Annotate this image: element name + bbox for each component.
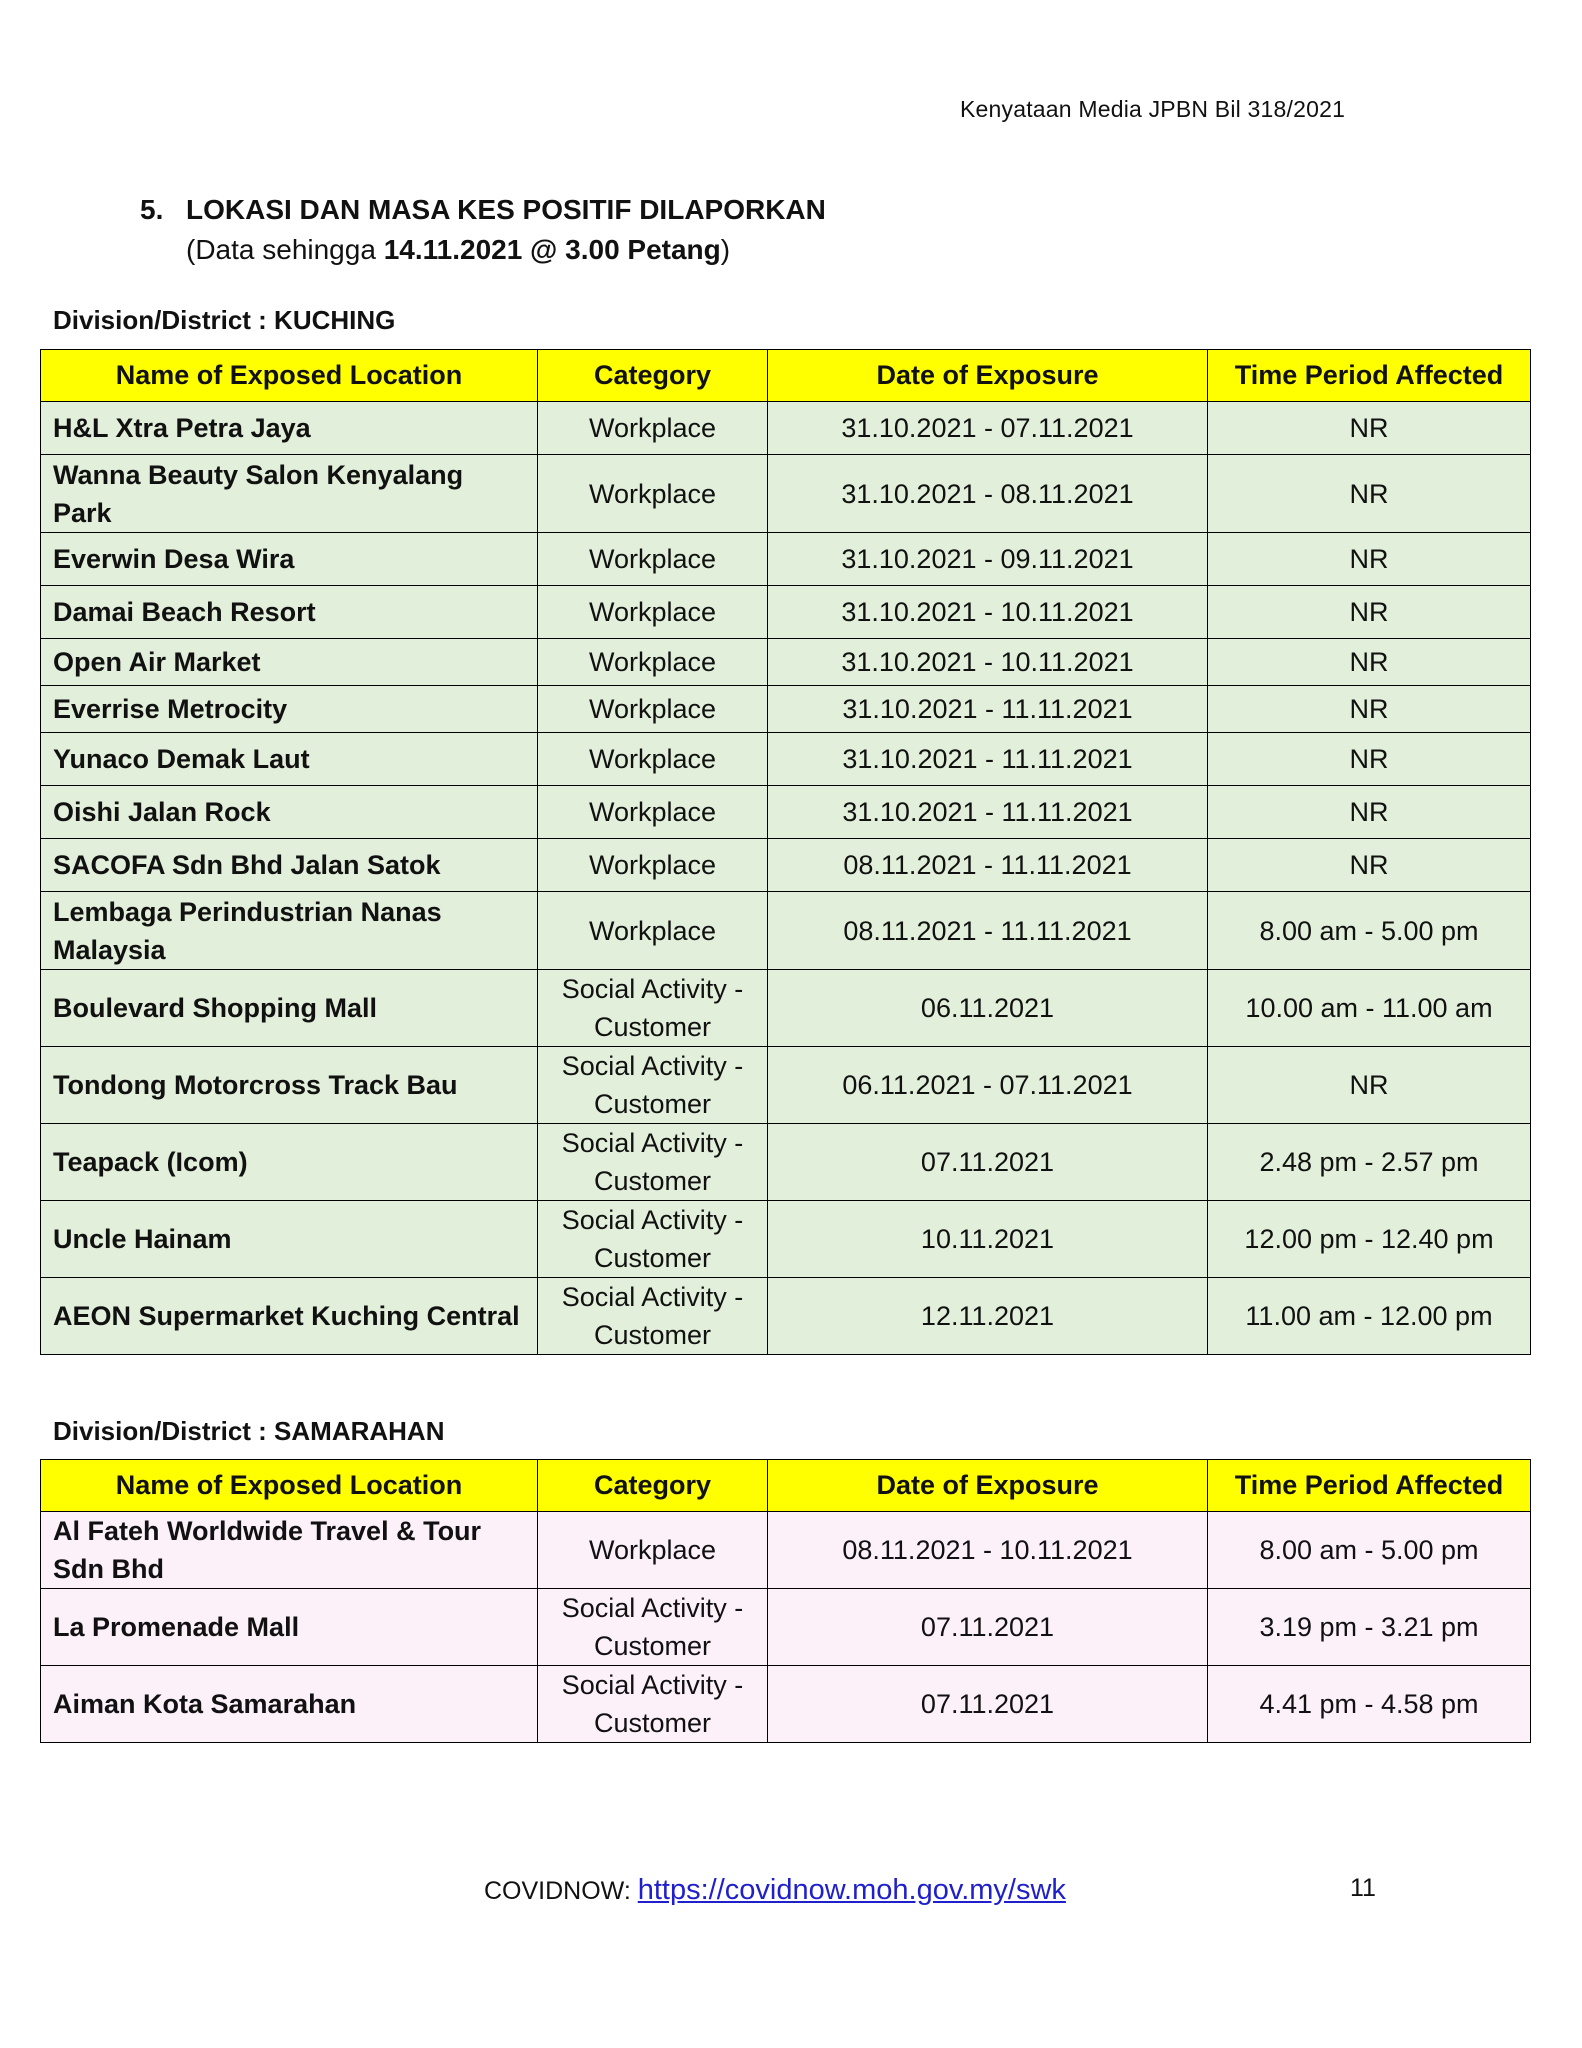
column-header-category: Category [538,1460,768,1512]
cell-date: 31.10.2021 - 11.11.2021 [768,733,1208,786]
cell-date: 31.10.2021 - 09.11.2021 [768,533,1208,586]
district-label-kuching [53,305,395,336]
table-row [41,1512,1531,1589]
column-header-location: Name of Exposed Location [41,350,538,402]
cell-time: NR [1208,686,1531,733]
district-label-samarahan [53,1416,444,1447]
table-row [41,839,1531,892]
cell-location: Aiman Kota Samarahan [41,1666,538,1743]
cell-location: Boulevard Shopping Mall [41,970,538,1047]
cell-location: Oishi Jalan Rock [41,786,538,839]
footer-label: COVIDNOW: [484,1877,638,1905]
table-row [41,1278,1531,1355]
cell-time: 10.00 am - 11.00 am [1208,970,1531,1047]
data-cutoff-datetime: 14.11.2021 @ 3.00 Petang [383,234,721,265]
subtitle-suffix: ) [720,234,731,265]
cell-category: Workplace [538,586,768,639]
table-row [41,1201,1531,1278]
district-name: SAMARAHAN [274,1416,445,1446]
cell-location: Everrise Metrocity [41,686,538,733]
cell-category: Social Activity - Customer [538,1201,768,1278]
cell-date: 31.10.2021 - 07.11.2021 [768,402,1208,455]
cell-location: SACOFA Sdn Bhd Jalan Satok [41,839,538,892]
cell-date: 31.10.2021 - 11.11.2021 [768,686,1208,733]
table-row [41,733,1531,786]
district-name: KUCHING [274,305,396,335]
table-row [41,1666,1531,1743]
cell-time: NR [1208,839,1531,892]
cell-category: Workplace [538,455,768,533]
cell-date: 06.11.2021 - 07.11.2021 [768,1047,1208,1124]
section-subtitle [186,234,730,266]
cell-time: 3.19 pm - 3.21 pm [1208,1589,1531,1666]
cell-date: 06.11.2021 [768,970,1208,1047]
column-header-location: Name of Exposed Location [41,1460,538,1512]
cell-date: 31.10.2021 - 11.11.2021 [768,786,1208,839]
cell-location: H&L Xtra Petra Jaya [41,402,538,455]
cell-location: Al Fateh Worldwide Travel & Tour Sdn Bhd [41,1512,538,1589]
column-header-time: Time Period Affected [1208,350,1531,402]
kuching-rows [41,402,1531,1355]
cell-category: Workplace [538,839,768,892]
cell-category: Social Activity - Customer [538,1666,768,1743]
cell-category: Workplace [538,786,768,839]
section-title: LOKASI DAN MASA KES POSITIF DILAPORKAN [186,194,826,225]
table-row [41,686,1531,733]
section-number: 5. [140,194,164,225]
covidnow-link[interactable]: https://covidnow.moh.gov.my/swk [637,1874,1066,1906]
cell-date: 12.11.2021 [768,1278,1208,1355]
cell-time: 4.41 pm - 4.58 pm [1208,1666,1531,1743]
column-header-time: Time Period Affected [1208,1460,1531,1512]
subtitle-prefix: (Data sehingga [186,234,384,265]
cell-category: Workplace [538,733,768,786]
cell-category: Social Activity - Customer [538,1589,768,1666]
cell-date: 07.11.2021 [768,1589,1208,1666]
cell-time: NR [1208,733,1531,786]
cell-location: Tondong Motorcross Track Bau [41,1047,538,1124]
district-label-prefix: Division/District : [53,1416,275,1446]
cell-location: Wanna Beauty Salon Kenyalang Park [41,455,538,533]
cell-time: 11.00 am - 12.00 pm [1208,1278,1531,1355]
table-row [41,402,1531,455]
cell-location: Damai Beach Resort [41,586,538,639]
cell-category: Workplace [538,892,768,970]
table-row [41,1589,1531,1666]
cell-category: Workplace [538,1512,768,1589]
cell-time: NR [1208,533,1531,586]
column-header-date: Date of Exposure [768,1460,1208,1512]
cell-category: Social Activity - Customer [538,970,768,1047]
cell-category: Workplace [538,639,768,686]
table-row [41,970,1531,1047]
document-reference: Kenyataan Media JPBN Bil 318/2021 [960,96,1346,122]
cell-location: La Promenade Mall [41,1589,538,1666]
page-number: 11 [1350,1874,1376,1902]
column-header-category: Category [538,350,768,402]
cell-category: Social Activity - Customer [538,1047,768,1124]
cell-category: Workplace [538,533,768,586]
cell-time: 8.00 am - 5.00 pm [1208,1512,1531,1589]
cell-location: Lembaga Perindustrian Nanas Malaysia [41,892,538,970]
cell-location: Open Air Market [41,639,538,686]
cell-date: 08.11.2021 - 11.11.2021 [768,839,1208,892]
cell-date: 31.10.2021 - 10.11.2021 [768,586,1208,639]
cell-time: 2.48 pm - 2.57 pm [1208,1124,1531,1201]
cell-date: 10.11.2021 [768,1201,1208,1278]
cell-time: NR [1208,586,1531,639]
samarahan-rows [41,1512,1531,1743]
table-row [41,455,1531,533]
district-label-prefix: Division/District : [53,305,275,335]
footer [484,1874,1066,1907]
table-row [41,586,1531,639]
cell-location: Everwin Desa Wira [41,533,538,586]
cell-location: AEON Supermarket Kuching Central [41,1278,538,1355]
cell-time: NR [1208,1047,1531,1124]
cell-time: NR [1208,402,1531,455]
cell-date: 31.10.2021 - 08.11.2021 [768,455,1208,533]
table-row [41,1124,1531,1201]
cell-category: Workplace [538,686,768,733]
cell-date: 08.11.2021 - 10.11.2021 [768,1512,1208,1589]
cell-category: Social Activity - Customer [538,1124,768,1201]
cell-category: Social Activity - Customer [538,1278,768,1355]
cell-time: NR [1208,786,1531,839]
cell-location: Yunaco Demak Laut [41,733,538,786]
table-row [41,639,1531,686]
exposure-table-kuching [40,349,1531,1355]
table-row [41,786,1531,839]
exposure-table-samarahan [40,1459,1531,1743]
table-row [41,892,1531,970]
column-header-date: Date of Exposure [768,350,1208,402]
table-header-row [41,350,1531,402]
section-heading [140,194,826,226]
table-row [41,533,1531,586]
cell-location: Teapack (Icom) [41,1124,538,1201]
table-header-row [41,1460,1531,1512]
cell-location: Uncle Hainam [41,1201,538,1278]
cell-date: 07.11.2021 [768,1124,1208,1201]
cell-time: 8.00 am - 5.00 pm [1208,892,1531,970]
cell-date: 31.10.2021 - 10.11.2021 [768,639,1208,686]
cell-time: 12.00 pm - 12.40 pm [1208,1201,1531,1278]
cell-date: 07.11.2021 [768,1666,1208,1743]
cell-date: 08.11.2021 - 11.11.2021 [768,892,1208,970]
cell-time: NR [1208,455,1531,533]
cell-time: NR [1208,639,1531,686]
table-row [41,1047,1531,1124]
cell-category: Workplace [538,402,768,455]
